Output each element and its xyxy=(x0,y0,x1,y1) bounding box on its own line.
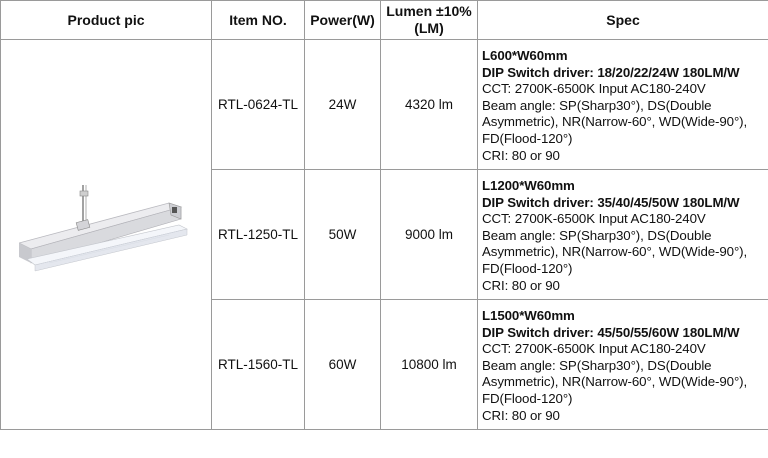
header-power: Power(W) xyxy=(305,1,381,40)
spec-cct: CCT: 2700K-6500K Input AC180-240V xyxy=(482,211,706,227)
spec-cell xyxy=(478,300,768,430)
header-lumen-line1: Lumen ±10% xyxy=(386,3,472,19)
spec-cri: CRI: 80 or 90 xyxy=(482,407,560,423)
product-pic-cell xyxy=(1,40,212,430)
header-lumen xyxy=(381,1,478,40)
header-lumen-line2: (LM) xyxy=(414,20,444,36)
spec-size: L1200*W60mm xyxy=(482,178,575,193)
item-no-cell: RTL-1250-TL xyxy=(212,170,305,300)
spec-beam: Beam angle: SP(Sharp30°), DS(Double Asymmetric), NR(Narrow-60°, WD(Wide-90°), FD(Flood-120°) xyxy=(482,357,748,406)
spec-cell xyxy=(478,40,768,170)
header-spec: Spec xyxy=(478,1,768,40)
power-cell: 50W xyxy=(305,170,381,300)
spec-cell xyxy=(478,170,768,300)
lumen-cell: 10800 lm xyxy=(381,300,478,430)
lumen-cell: 9000 lm xyxy=(381,170,478,300)
spec-cct: CCT: 2700K-6500K Input AC180-240V xyxy=(482,81,706,97)
spec-cct: CCT: 2700K-6500K Input AC180-240V xyxy=(482,341,706,357)
header-row xyxy=(1,1,768,40)
item-no-cell: RTL-0624-TL xyxy=(212,40,305,170)
spec-cri: CRI: 80 or 90 xyxy=(482,147,560,163)
lumen-cell: 4320 lm xyxy=(381,40,478,170)
item-no-cell: RTL-1560-TL xyxy=(212,300,305,430)
header-product-pic: Product pic xyxy=(1,1,212,40)
spec-driver: DIP Switch driver: 18/20/22/24W 180LM/W xyxy=(482,64,740,80)
spec-beam: Beam angle: SP(Sharp30°), DS(Double Asymmetric), NR(Narrow-60°, WD(Wide-90°), FD(Flood-120°) xyxy=(482,227,748,276)
spec-cri: CRI: 80 or 90 xyxy=(482,277,560,293)
table-row xyxy=(1,40,768,170)
power-cell: 60W xyxy=(305,300,381,430)
spec-size: L1500*W60mm xyxy=(482,308,575,323)
header-item-no: Item NO. xyxy=(212,1,305,40)
power-cell: 24W xyxy=(305,40,381,170)
spec-driver: DIP Switch driver: 45/50/55/60W 180LM/W xyxy=(482,324,740,340)
spec-size: L600*W60mm xyxy=(482,48,568,63)
spec-beam: Beam angle: SP(Sharp30°), DS(Double Asymmetric), NR(Narrow-60°, WD(Wide-90°), FD(Flood-120°) xyxy=(482,97,748,146)
linear-trunking-light-fixture-image xyxy=(19,185,191,285)
spec-driver: DIP Switch driver: 35/40/45/50W 180LM/W xyxy=(482,194,740,210)
